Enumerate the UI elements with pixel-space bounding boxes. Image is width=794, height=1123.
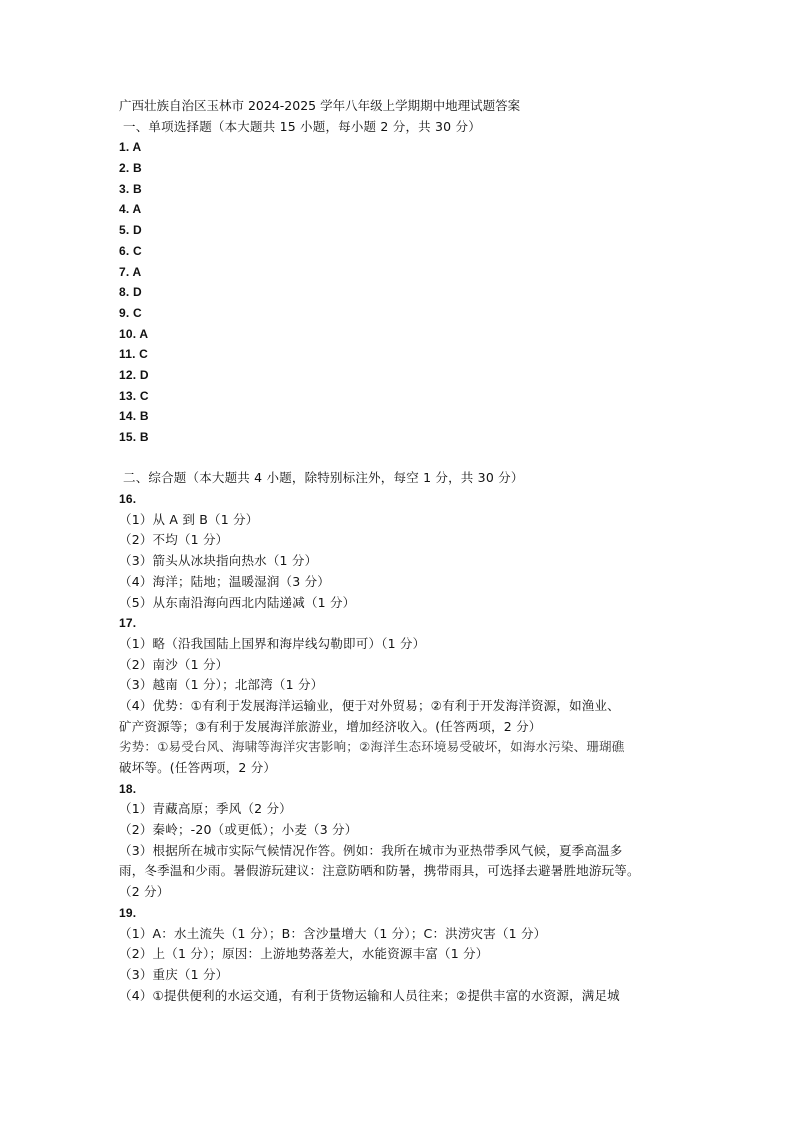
answer-line: （2）南沙（1 分）: [119, 656, 229, 672]
section-spacer: [119, 448, 689, 469]
question-number: 16.: [119, 492, 137, 507]
choice-answer: 4. A: [119, 202, 142, 217]
answer-line: 雨，冬季温和少雨。暑假游玩建议：注意防晒和防暑，携带雨具，可选择去避暑胜地游玩等。: [119, 863, 640, 879]
section2-heading: 二、综合题（本大题共 4 小题，除特别标注外，每空 1 分，共 30 分）: [123, 470, 524, 486]
choice-answer: 9. C: [119, 305, 142, 320]
choice-answer: 3. B: [119, 181, 142, 196]
answer-line: （4）①提供便利的水运交通，有利于货物运输和人员往来；②提供丰富的水资源，满足城: [119, 987, 620, 1003]
question-number: 18.: [119, 781, 137, 796]
question-16: [119, 489, 689, 613]
answer-line: （3）重庆（1 分）: [119, 966, 229, 982]
answer-line: 劣势：①易受台风、海啸等海洋灾害影响；②海洋生态环境易受破坏，如海水污染、珊瑚礁: [119, 739, 625, 755]
choice-answer: 2. B: [119, 161, 142, 176]
choice-answer: 5. D: [119, 223, 142, 238]
answer-line: 破坏等。(任答两项，2 分）: [119, 760, 277, 776]
choice-answer: 7. A: [119, 264, 142, 279]
answer-line: （5）从东南沿海向西北内陆递减（1 分）: [119, 594, 356, 610]
answer-line: （4）海洋；陆地；温暖湿润（3 分）: [119, 573, 330, 589]
choice-answer: 1. A: [119, 140, 142, 155]
question-number: 17.: [119, 616, 137, 631]
question-18: [119, 779, 689, 903]
choice-answer: 8. D: [119, 285, 142, 300]
choice-answer: 14. B: [119, 409, 149, 424]
choice-answer: 15. B: [119, 430, 149, 445]
answer-line: （3）越南（1 分）；北部湾（1 分）: [119, 677, 324, 693]
answer-line: （2）上（1 分）；原因：上游地势落差大，水能资源丰富（1 分）: [119, 946, 489, 962]
choice-answer: 10. A: [119, 326, 149, 341]
question-17: [119, 613, 689, 779]
answer-line: （1）青藏高原；季风（2 分）: [119, 801, 292, 817]
document-title: 广西壮族自治区玉林市 2024-2025 学年八年级上学期期中地理试题答案: [119, 98, 521, 113]
answer-line: （3）根据所在城市实际气候情况作答。例如：我所在城市为亚热带季风气候，夏季高温多: [119, 842, 623, 858]
choice-answer: 6. C: [119, 243, 142, 258]
question-19: [119, 903, 689, 1006]
answer-line: （1）A：水土流失（1 分）；B：含沙量增大（1 分）；C：洪涝灾害（1 分）: [119, 925, 547, 941]
answer-line: （1）略（沿我国陆上国界和海岸线勾勒即可）（1 分）: [119, 635, 426, 651]
choice-answer: 12. D: [119, 367, 149, 382]
choice-answer-list: [119, 137, 689, 447]
question-number: 19.: [119, 905, 137, 920]
answer-line: （1）从 A 到 B（1 分）: [119, 511, 259, 527]
choice-answer: 11. C: [119, 347, 149, 362]
answer-line: （2）不均（1 分）: [119, 532, 229, 548]
answer-line: （3）箭头从冰块指向热水（1 分）: [119, 553, 318, 569]
answer-line: 矿产资源等；③有利于发展海洋旅游业，增加经济收入。(任答两项，2 分）: [119, 718, 542, 734]
answer-line: （2）秦岭；-20（或更低）；小麦（3 分）: [119, 822, 358, 838]
answer-line: （4）优势：①有利于发展海洋运输业，便于对外贸易；②有利于开发海洋资源，如渔业、: [119, 697, 620, 713]
choice-answer: 13. C: [119, 388, 149, 403]
answer-sheet: [119, 96, 689, 1006]
answer-line: （2 分）: [119, 884, 170, 900]
section1-heading: 一、单项选择题（本大题共 15 小题，每小题 2 分，共 30 分）: [123, 118, 481, 134]
